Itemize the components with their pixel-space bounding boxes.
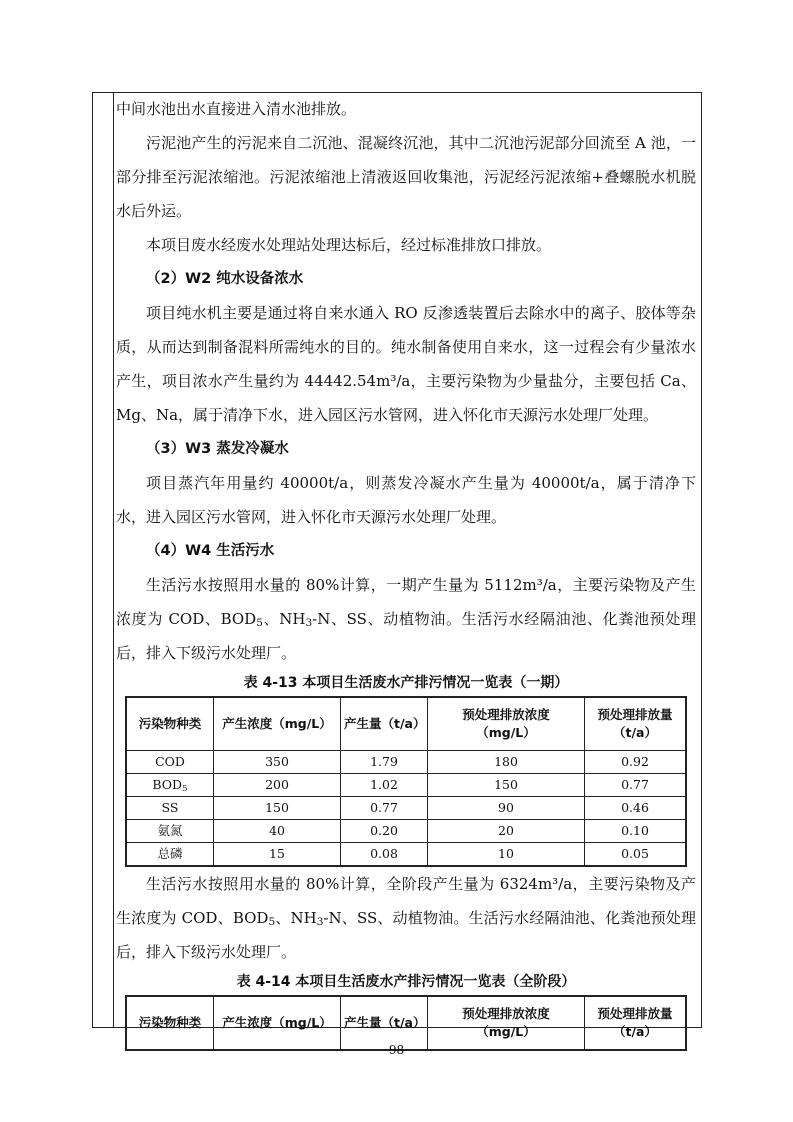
header-pollutant: 污染物种类 [126,697,214,751]
paragraph-discharge: 本项目废水经废水处理站处理达标后，经过标准排放口排放。 [146,236,552,254]
cell-pollutant: $BOD_5$ [126,774,214,797]
cell-amount: 1.02 [341,774,428,797]
cell-amount: 0.77 [341,797,428,820]
header-concentration: 产生浓度（mg/L） [214,996,341,1050]
header-pretreat-concentration: 预处理排放浓度 （mg/L） [428,697,585,751]
header-amount: 产生量（t/a） [341,996,428,1050]
cell-pollutant: 总磷 [126,843,214,867]
cell-pretreat-amount: 0.46 [585,797,687,820]
cell-pretreat-concentration: 10 [428,843,585,867]
table-row [126,797,686,820]
cell-amount: 0.08 [341,843,428,867]
cell-concentration: 350 [214,751,341,774]
paragraph-pure-water: 项目纯水机主要是通过将自来水通入 RO 反渗透装置后去除水中的离子、胶体等杂质，从而达到制备混料所需纯水的目的。纯水制备使用自来水，这一过程会有少量浓水产生，项目浓水产生量约为 44442.54m³/a，主要污染物为少量盐分，主要包括 Ca、Mg、Na，属于清净下水，进入园区污水管网，进入怀化市天源污水处理厂处理。 [116,304,696,424]
heading-w3: （3）W3 蒸发冷凝水 [146,441,289,457]
paragraph-condensate: 项目蒸汽年用量约 40000t/a，则蒸发冷凝水产生量为 40000t/a，属于清净下水，进入园区污水管网，进入怀化市天源污水处理厂处理。 [116,474,696,526]
cell-pretreat-concentration: 90 [428,797,585,820]
table-row [126,751,686,774]
header-pollutant: 污染物种类 [126,996,214,1050]
cell-amount: 0.20 [341,820,428,843]
header-pretreat-amount: 预处理排放量 （t/a） [585,697,687,751]
frame-divider [113,92,114,1028]
table-caption-phase1: 表 4-13 本项目生活废水产排污情况一览表（一期） [243,675,569,691]
cell-pretreat-concentration: 150 [428,774,585,797]
header-pretreat-amount: 预处理排放量 （t/a） [585,996,687,1050]
table-caption-all-phases: 表 4-14 本项目生活废水产排污情况一览表（全阶段） [236,974,576,990]
cell-concentration: 40 [214,820,341,843]
cell-pollutant: SS [126,797,214,820]
table-row [126,820,686,843]
cell-pretreat-amount: 0.77 [585,774,687,797]
paragraph-sludge: 污泥池产生的污泥来自二沉池、混凝终沉池，其中二沉池污泥部分回流至 A 池，一部分排至污泥浓缩池。污泥浓缩池上清液返回收集池，污泥经污泥浓缩+叠螺脱水机脱水后外运。 [116,134,696,220]
header-amount: 产生量（t/a） [341,697,428,751]
header-pretreat-concentration: 预处理排放浓度 （mg/L） [428,996,585,1050]
document-body [116,92,696,1051]
paragraph-domestic-sewage-all: 生活污水按照用水量的 80%计算，全阶段产生量为 6324m³/a，主要污染物及产生浓度为 COD、$BOD_5$、$NH_3-N$、SS、动植物油。生活污水经隔油池、化粪池预处理后，排入下级污水处理厂。 [116,875,697,961]
cell-pollutant: 氨氮 [126,820,214,843]
table-header-row [126,996,686,1050]
paragraph-clear-water: 中间水池出水直接进入清水池排放。 [116,100,357,118]
page-number: 98 [388,1043,405,1057]
cell-pollutant: COD [126,751,214,774]
cell-pretreat-amount: 0.05 [585,843,687,867]
table-header-row [126,697,686,751]
table-row [126,774,686,797]
header-concentration: 产生浓度（mg/L） [214,697,341,751]
cell-pretreat-amount: 0.10 [585,820,687,843]
cell-concentration: 15 [214,843,341,867]
sewage-table-phase1 [125,696,687,867]
heading-w2: （2）W2 纯水设备浓水 [146,271,304,287]
heading-w4: （4）W4 生活污水 [146,543,275,559]
paragraph-domestic-sewage-phase1: 生活污水按照用水量的 80%计算，一期产生量为 5112m³/a，主要污染物及产生浓度为 COD、$BOD_5$、$NH_3-N$、SS、动植物油。生活污水经隔油池、化粪池预处理后，排入下级污水处理厂。 [116,576,696,662]
cell-pretreat-concentration: 20 [428,820,585,843]
cell-concentration: 200 [214,774,341,797]
cell-pretreat-concentration: 180 [428,751,585,774]
cell-pretreat-amount: 0.92 [585,751,687,774]
cell-concentration: 150 [214,797,341,820]
cell-amount: 1.79 [341,751,428,774]
table-row [126,843,686,867]
